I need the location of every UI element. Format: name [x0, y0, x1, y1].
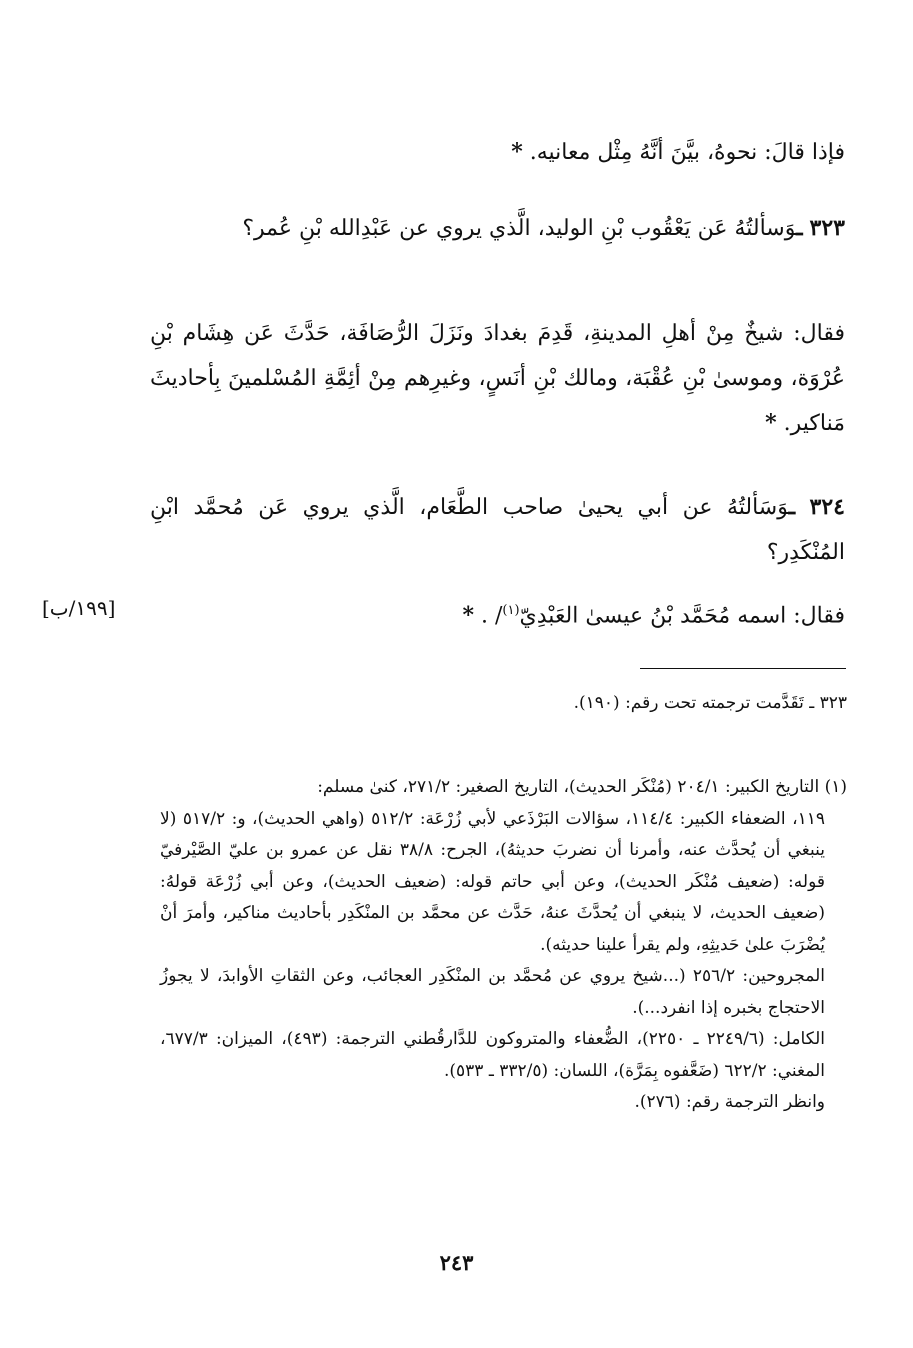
entry-324-answer [150, 588, 845, 638]
footnote-text: ٣٢٣ ـ تَقَدَّمت ترجمته تحت رقم: (١٩٠). [573, 693, 847, 713]
footnote-body: ١١٩، الضعفاء الكبير: ١١٤/٤، سؤالات البَرْذَعي لأبي زُرْعَة: ٥١٢/٢ (واهي الحديث)، و: ٥١٧/٢ (لا ينبغي أن يُحدَّث عنه، وأمرنا أن نضربَ حديثهُ)، الجرح: ٣٨/٨ نقل عن عمرو بن عليّ الصَّيْرفيّ قوله: (ضعيف مُنْكَر الحديث)، وعن أبي حاتم قوله: (ضعيف الحديث)، وعن أبي زُرْعَة قولهُ: (ضعيف الحديث، لا ينبغي أن يُحدَّثَ عنهُ، حَدَّث عن محمَّد بن المنْكَدِر بأحاديث مناكير، وأمرَ أنْ يُضْرَبَ علىٰ حَديثِهِ، ولم يقرأ علينا حديثه). [160, 808, 825, 955]
entry-number: ٣٢٤ [809, 494, 845, 520]
entry-dash: ـ [796, 215, 803, 241]
entry-question-text: وَسألتُهُ عَن يَعْقُوب بْنِ الوليد، الَّذي يروي عن عَبْدِالله بْنِ عُمر؟ [242, 216, 797, 241]
footnote-ref: (١) [502, 603, 520, 618]
end-star: * [765, 410, 777, 436]
entry-question-text: وَسَألتُهُ عن أبي يحيىٰ صاحب الطَّعَام، الَّذي يروي عَن مُحمَّد ابْنِ المُنْكَدِر؟ [150, 495, 845, 565]
entry-answer-text: فقال: اسمه مُحَمَّد بْنُ عيسىٰ العَبْدِيّ [519, 603, 845, 629]
folio-marker: [١٩٩/ب] [42, 596, 116, 620]
footnote-paragraph: وانظر الترجمة رقم: (٢٧٦). [634, 1092, 825, 1112]
continuation-line [150, 130, 845, 175]
entry-number: ٣٢٣ [809, 215, 845, 241]
footnote-323 [160, 688, 847, 720]
footnote-1 [160, 772, 847, 1119]
footnote-first-line: (١) التاريخ الكبير: ٢٠٤/١ (مُنْكَر الحديث)، التاريخ الصغير: ٢٧١/٢، كنىٰ مسلم: [317, 777, 847, 797]
footnote-separator [640, 668, 846, 669]
end-star: * [462, 602, 474, 629]
entry-dash: ـ [788, 494, 796, 520]
entry-answer-text: فقال: شيخٌ مِنْ أهلِ المدينةِ، قَدِمَ بغدادَ ونَزَلَ الرُّصَافَة، حَدَّثَ عَن هِشَام بْنِ عُرْوَة، وموسىٰ بْنِ عُقْبَة، ومالك بْنِ أنَسٍ، وغيرِهم مِنْ أئِمَّةِ المُسْلمينَ بِأحاديثَ مَناكير. [150, 321, 845, 436]
entry-324-question [150, 485, 845, 575]
end-star: * [511, 139, 523, 165]
footnote-paragraph: الكامل: (٢٢٤٩/٦ ـ ٢٢٥٠)، الضُّعفاء والمتروكون للدَّارقُطني الترجمة: (٤٩٣)، الميزان: ٦٧٧/٣، المغني: ٦٢٢/٢ (ضَعَّفوه بِمَرَّة)، اللسان: (٣٣٢/٥ ـ ٥٣٣). [160, 1029, 825, 1081]
entry-answer-end: / . [480, 603, 503, 629]
entry-323-question [150, 206, 845, 251]
continuation-text: فإذا قالَ: نحوهُ، بيَّنَ أنَّهُ مِثْل معانيه. [529, 140, 845, 165]
entry-323-answer [150, 311, 845, 446]
footnote-paragraph: المجروحين: ٢٥٦/٢ (...شيخ يروي عن مُحمَّد بن المنْكَدِر العجائب، وعن الثقاتِ الأوابدَ، لا يجوزُ الاحتجاج بخبره إذا انفرد...). [160, 966, 826, 1018]
page-number: ٢٤٣ [439, 1250, 474, 1275]
